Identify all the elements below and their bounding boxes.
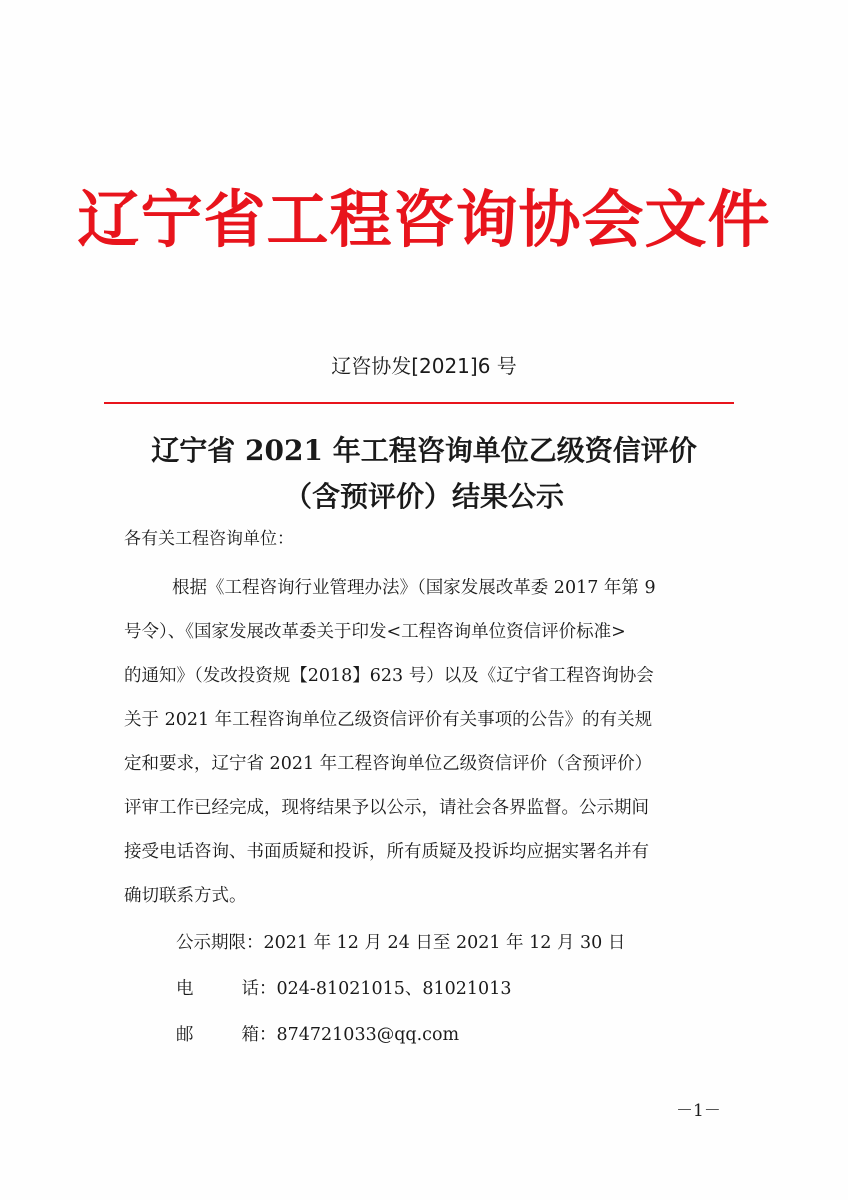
email-value: 874721033@qq.com	[276, 1025, 460, 1045]
email-label-b: 箱：	[241, 1025, 277, 1045]
body-line: 接受电话咨询、书面质疑和投诉，所有质疑及投诉均应据实署名并有	[124, 842, 649, 862]
body-line: 关于 2021 年工程咨询单位乙级资信评价有关事项的公告》的有关规	[124, 710, 653, 730]
phone-label-b: 话：	[241, 979, 277, 999]
org-header-title: 辽宁省工程咨询协会文件	[77, 183, 771, 256]
phone-label-a: 电	[176, 979, 242, 999]
body-line: 号令）、《国家发展改革委关于印发<工程咨询单位资信评价标准>	[124, 622, 626, 642]
email-row	[176, 1012, 625, 1058]
body-line: 定和要求，辽宁省 2021 年工程咨询单位乙级资信评价（含预评价）	[124, 754, 653, 774]
email-label-a: 邮	[176, 1025, 242, 1045]
period-value: 2021 年 12 月 24 日至 2021 年 12 月 30 日	[263, 933, 626, 953]
phone-row	[176, 966, 625, 1012]
body-line: 的通知》（发改投资规【2018】623 号）以及《辽宁省工程咨询协会	[124, 666, 654, 686]
body-line: 根据《工程咨询行业管理办法》（国家发展改革委 2017 年第 9	[172, 578, 656, 598]
phone-value: 024-81021015、81021013	[276, 979, 512, 999]
red-divider-line	[104, 402, 734, 404]
title-line-2: （含预评价）结果公示	[283, 480, 564, 513]
title-line-1: 辽宁省 2021 年工程咨询单位乙级资信评价	[151, 434, 697, 467]
body-line: 确切联系方式。	[124, 886, 247, 906]
body-line: 评审工作已经完成，现将结果予以公示，请社会各界监督。公示期间	[124, 798, 649, 818]
period-label: 公示期限：	[176, 933, 264, 953]
document-number: 辽咨协发[2021]6 号	[331, 354, 517, 378]
body-paragraph	[124, 566, 726, 918]
salutation: 各有关工程咨询单位：	[124, 529, 294, 549]
page-number: －1－	[676, 1101, 721, 1121]
document-title	[0, 428, 848, 520]
contact-info	[176, 920, 625, 1058]
period-row	[176, 920, 625, 966]
